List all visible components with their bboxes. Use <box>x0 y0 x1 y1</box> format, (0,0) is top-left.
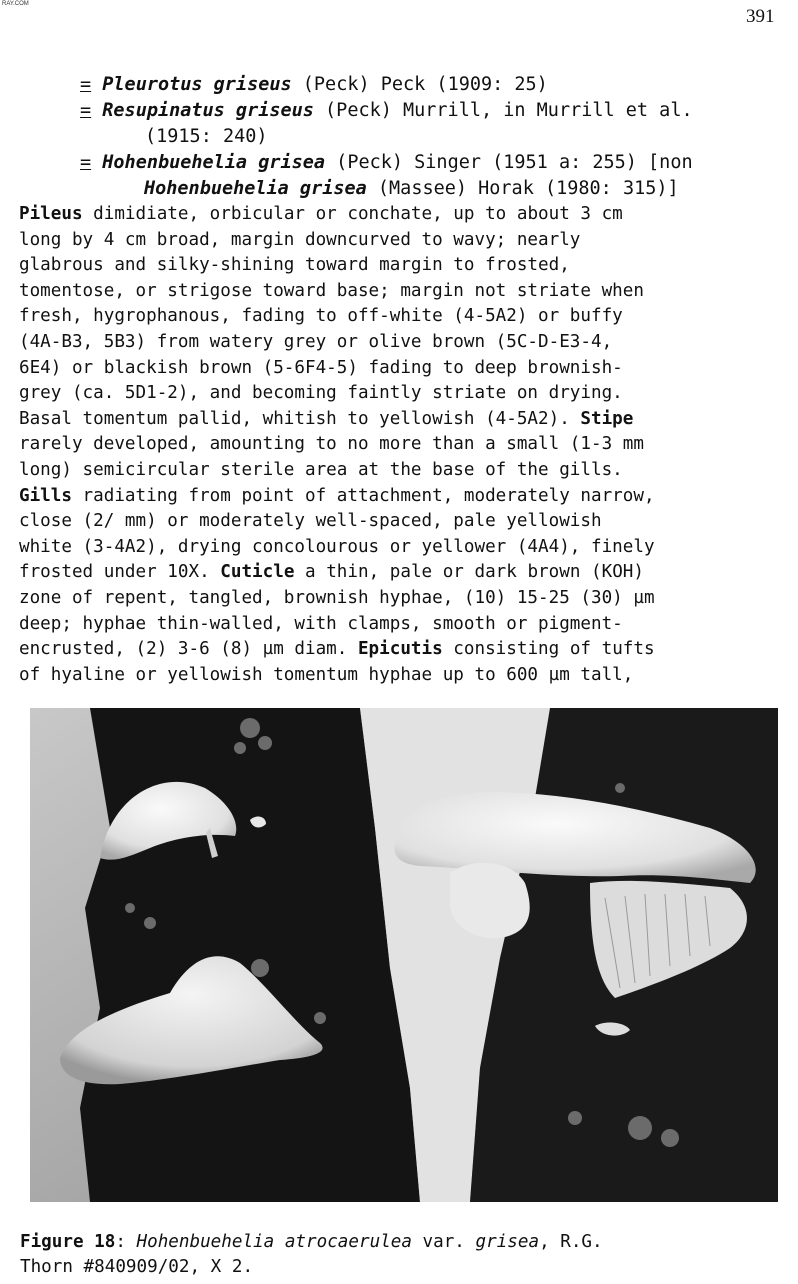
description-line: deep; hyphae thin-walled, with clamps, smooth or pigment- <box>19 613 623 634</box>
figure-label: Figure 18 <box>20 1232 116 1252</box>
synonym-2: = Resupinatus griseus (Peck) Murrill, in Murrill et al. <box>80 100 693 121</box>
description-line: tomentose, or strigose toward base; margin not striate when <box>19 280 644 301</box>
description-line: white (3-4A2), drying concolourous or yellower (4A4), finely <box>19 536 655 557</box>
description-line: long by 4 cm broad, margin downcurved to wavy; nearly <box>19 229 581 250</box>
figure-caption: Figure 18: Hohenbuehelia atrocaerulea var. grisea, R.G. Thorn #840909/02, X 2. <box>20 1232 603 1277</box>
corner-tag: RAY.COM <box>2 1 29 7</box>
description-line: Gills radiating from point of attachment, moderately narrow, <box>19 485 655 506</box>
description-line: grey (ca. 5D1-2), and becoming faintly striate on drying. <box>19 383 623 404</box>
description-line: (4A-B3, 5B3) from watery grey or olive brown (5C-D-E3-4, <box>19 331 613 352</box>
description-line: Basal tomentum pallid, whitish to yellowish (4-5A2). Stipe <box>19 408 634 429</box>
description-text <box>19 202 791 688</box>
description-line: 6E4) or blackish brown (5-6F4-5) fading to deep brownish- <box>19 357 623 378</box>
description-line: Pileus dimidiate, orbicular or conchate, up to about 3 cm <box>19 204 623 224</box>
page-number: 391 <box>746 6 775 27</box>
description-line: encrusted, (2) 3-6 (8) µm diam. Epicutis consisting of tufts <box>19 639 655 660</box>
description-line: zone of repent, tangled, brownish hyphae, (10) 15-25 (30) µm <box>19 587 655 608</box>
description-line: of hyaline or yellowish tomentum hyphae up to 600 µm tall, <box>19 664 634 685</box>
synonym-1: = Pleurotus griseus (Peck) Peck (1909: 25) <box>80 74 548 95</box>
description-line: frosted under 10X. Cuticle a thin, pale or dark brown (KOH) <box>19 562 644 583</box>
description-line: fresh, hygrophanous, fading to off-white (4-5A2) or buffy <box>19 306 623 327</box>
figure-caption-line2: Thorn #840909/02, X 2. <box>20 1257 254 1277</box>
mushroom-photograph <box>30 708 778 1202</box>
synonym-3: = Hohenbuehelia grisea (Peck) Singer (1951 a: 255) [non <box>80 152 693 173</box>
description-line: long) semicircular sterile area at the base of the gills. <box>19 459 623 480</box>
synonym-3-cont: Hohenbuehelia grisea (Massee) Horak (1980: 315)] <box>144 178 679 199</box>
description-line: glabrous and silky-shining toward margin to frosted, <box>19 255 570 276</box>
description-line: rarely developed, amounting to no more than a small (1-3 mm <box>19 434 644 455</box>
description-line: close (2/ mm) or moderately well-spaced, pale yellowish <box>19 511 602 532</box>
synonym-2-cont: (1915: 240) <box>145 126 268 147</box>
